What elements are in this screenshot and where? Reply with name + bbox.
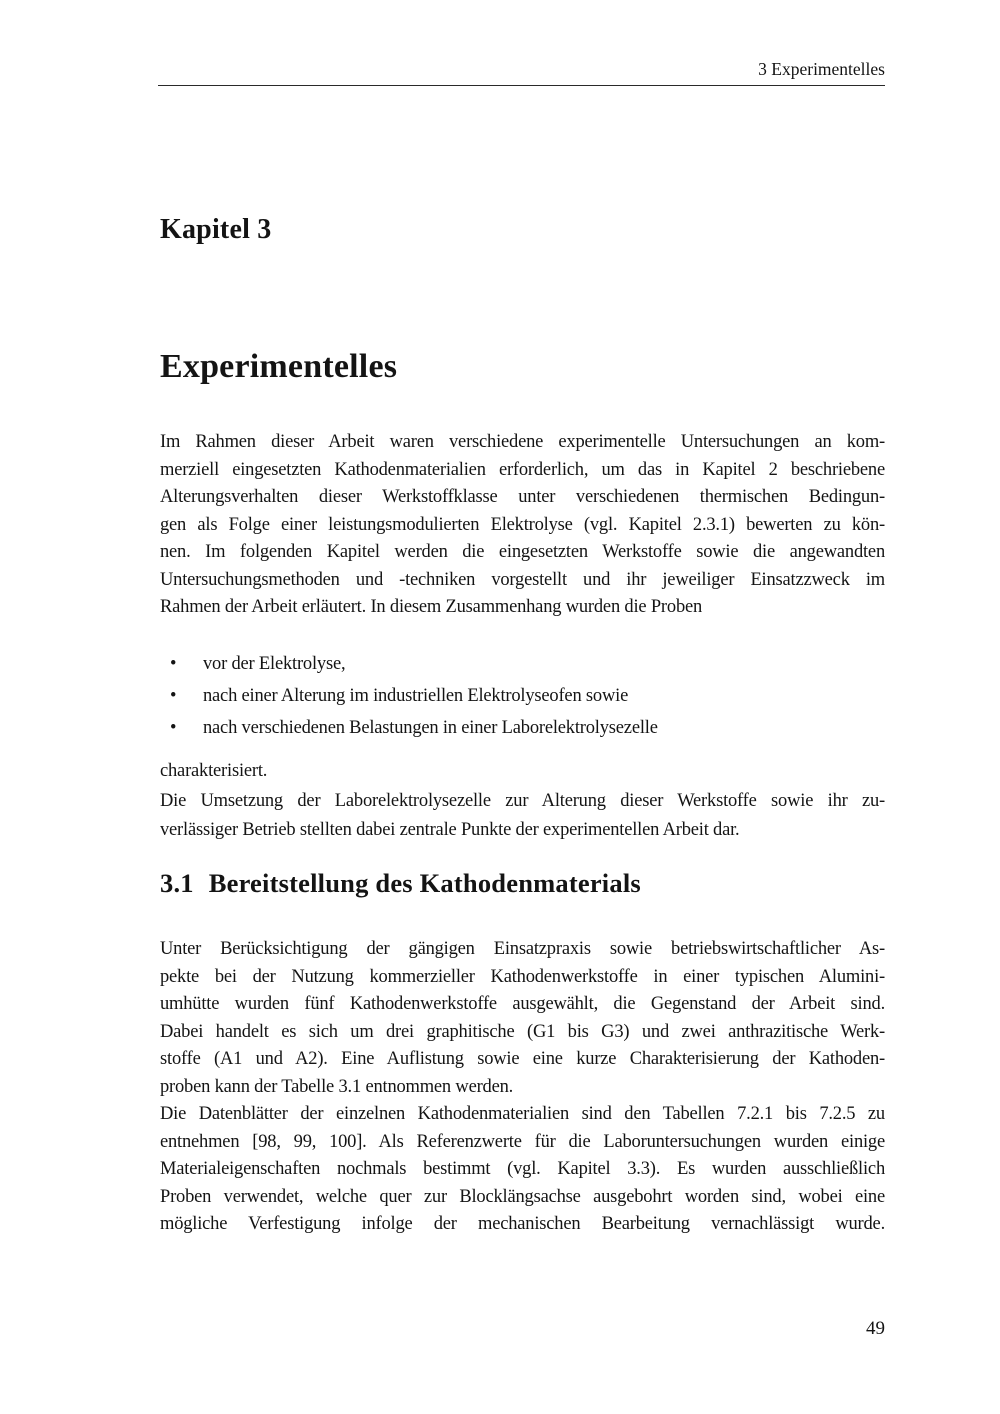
text-line: gen als Folge einer leistungsmodulierten Elektrolyse (vgl. Kapitel 2.3.1) bewerten zu kön- — [160, 514, 885, 535]
text-line: Unter Berücksichtigung der gängigen Einsatzpraxis sowie betriebswirtschaftlicher As- — [160, 939, 885, 959]
chapter-title: Experimentelles — [160, 348, 398, 385]
running-header — [158, 58, 885, 86]
bullet-icon: • — [170, 686, 177, 706]
text-line: mögliche Verfestigung infolge der mechanischen Bearbeitung vernachlässigt wurde. — [160, 1214, 885, 1234]
text-line: Untersuchungsmethoden und -techniken vorgestellt und ihr jeweiliger Einsatzzweck im — [160, 569, 885, 590]
paragraph — [160, 1101, 885, 1239]
list-item — [160, 648, 885, 680]
bullet-list — [160, 648, 885, 744]
text-line: Materialeigenschaften nochmals bestimmt (vgl. Kapitel 3.3). Es wurden ausschließlich — [160, 1159, 885, 1179]
text-line: verlässiger Betrieb stellten dabei zentrale Punkte der experimentellen Arbeit dar. — [160, 820, 740, 840]
page-number: 49 — [866, 1318, 885, 1339]
list-item-text: nach verschiedenen Belastungen in einer Laborelektrolysezelle — [203, 718, 658, 738]
text-line: Dabei handelt es sich um drei graphitische (G1 bis G3) und zwei anthrazitische Werk- — [160, 1021, 885, 1042]
bullet-icon: • — [170, 718, 177, 738]
text-line: Rahmen der Arbeit erläutert. In diesem Zusammenhang wurden die Proben — [160, 597, 703, 617]
section-heading — [160, 868, 641, 899]
bullet-icon: • — [170, 654, 177, 674]
text-line: Proben verwendet, welche quer zur Blocklängsachse ausgebohrt worden sind, wobei eine — [160, 1186, 885, 1207]
text-line: umhütte wurden fünf Kathodenwerkstoffe ausgewählt, die Gegenstand der Arbeit sind. — [160, 994, 885, 1014]
section-title: Bereitstellung des Kathodenmaterials — [208, 868, 641, 898]
text-line: nen. Im folgenden Kapitel werden die eingesetzten Werkstoffe sowie die angewandten — [160, 542, 885, 562]
text-line: Die Datenblätter der einzelnen Kathodenmaterialien sind den Tabellen 7.2.1 bis 7.2.5 zu — [160, 1104, 885, 1124]
text-line: Alterungsverhalten dieser Werkstoffklasse unter verschiedenen thermischen Bedingun- — [160, 487, 885, 507]
running-header-text: 3 Experimentelles — [758, 59, 885, 79]
text-line: charakterisiert. — [160, 761, 268, 781]
section-number: 3.1 — [160, 868, 194, 898]
text-line: proben kann der Tabelle 3.1 entnommen werden. — [160, 1076, 514, 1097]
list-item — [160, 712, 885, 744]
post-bullets-paragraph — [160, 757, 885, 846]
text-line: merziell eingesetzten Kathodenmaterialien erforderlich, um das in Kapitel 2 beschriebene — [160, 459, 885, 480]
section-body — [160, 936, 885, 1239]
paragraph — [160, 936, 885, 1101]
text-line: entnehmen [98, 99, 100]. Als Referenzwerte für die Laboruntersuchungen wurden einige — [160, 1131, 885, 1152]
intro-paragraph — [160, 429, 885, 622]
text-line: pekte bei der Nutzung kommerzieller Kathodenwerkstoffe in einer typischen Alumini- — [160, 966, 885, 987]
list-item-text: vor der Elektrolyse, — [203, 654, 346, 674]
text-line: Im Rahmen dieser Arbeit waren verschiedene experimentelle Untersuchungen an kom- — [160, 432, 885, 452]
list-item-text: nach einer Alterung im industriellen Elektrolyseofen sowie — [203, 686, 629, 706]
text-line: Die Umsetzung der Laborelektrolysezelle zur Alterung dieser Werkstoffe sowie ihr zu- — [160, 790, 885, 811]
chapter-kicker: Kapitel 3 — [160, 214, 272, 245]
list-item — [160, 680, 885, 712]
text-line: stoffe (A1 und A2). Eine Auflistung sowie eine kurze Charakterisierung der Kathoden- — [160, 1049, 885, 1069]
